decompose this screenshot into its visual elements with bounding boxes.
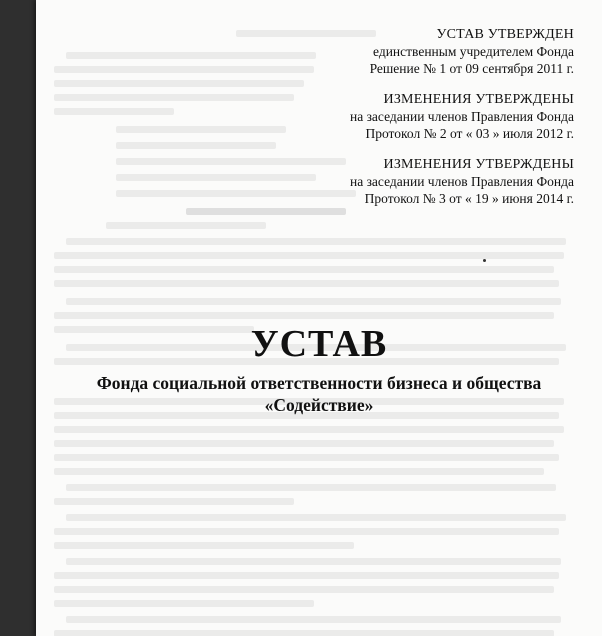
approval-block-charter <box>244 26 574 77</box>
approval-stamps <box>244 26 574 221</box>
approval-line: Протокол № 2 от « 03 » июля 2012 г. <box>365 126 574 141</box>
document-title-block <box>36 322 602 416</box>
document-fund-name: «Содействие» <box>264 395 374 415</box>
approval-heading: УСТАВ УТВЕРЖДЕН <box>436 27 574 42</box>
approval-line: Протокол № 3 от « 19 » июня 2014 г. <box>364 191 574 206</box>
approval-line: на заседании членов Правления Фонда <box>350 109 574 124</box>
approval-block-amendment-2014 <box>244 156 574 207</box>
document-subtitle: Фонда социальной ответственности бизнеса и общества <box>96 373 542 393</box>
approval-block-amendment-2012 <box>244 91 574 142</box>
document-title: УСТАВ <box>250 323 388 365</box>
scan-speck <box>483 259 486 262</box>
approval-line: на заседании членов Правления Фонда <box>350 174 574 189</box>
approval-line: Решение № 1 от 09 сентября 2011 г. <box>369 61 574 76</box>
approval-heading: ИЗМЕНЕНИЯ УТВЕРЖДЕНЫ <box>383 157 574 172</box>
approval-heading: ИЗМЕНЕНИЯ УТВЕРЖДЕНЫ <box>383 92 574 107</box>
scanned-page <box>36 0 602 636</box>
approval-line: единственным учредителем Фонда <box>373 44 574 59</box>
